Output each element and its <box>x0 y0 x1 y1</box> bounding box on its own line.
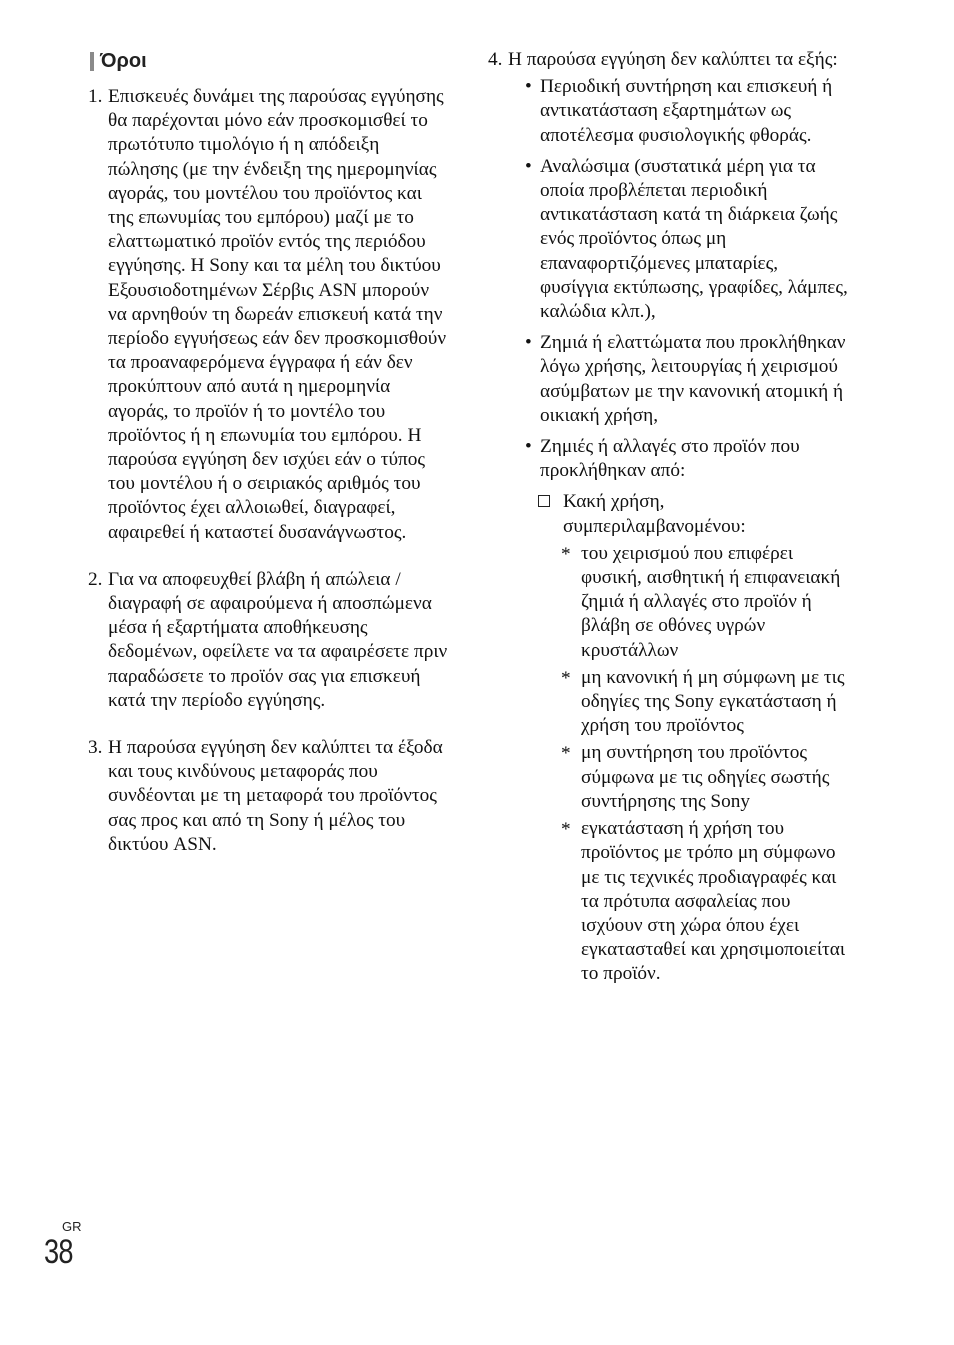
item-intro: Η παρούσα εγγύηση δεν καλύπτει τα εξής: <box>508 49 838 70</box>
section-heading <box>88 50 450 73</box>
heading-marker <box>90 52 94 71</box>
item-number: 1. <box>88 86 103 107</box>
item-text: Επισκευές δυνάμει της παρούσας εγγύησης θα παρέχονται μόνο εάν προσκομισθεί το πρωτότυπο τιμολόγιο ή η απόδειξη πώλησης (με την ένδειξη της ημερομηνίας αγοράς, του μοντέλου του προϊόντος και της επωνυμίας του εμπόρου) μαζί με το ελαττωματικό προϊόν εντός της περιόδου εγγύησης. Η Sony και τα μέλη του δικτύου Εξουσιοδοτημένων Σέρβις ASN μπορούν να αρνηθούν τη δωρεάν επισκευή κατά την περίοδο εγγυήσεως εάν δεν προσκομισθούν τα προαναφερόμενα έγγραφα ή εάν δεν προκύπτουν από αυτά η ημερομηνία αγοράς, το προϊόν ή το μοντέλο του προϊόντος ή η επωνυμία του εμπόρου. Η παρούσα εγγύηση δεν ισχύει εάν ο τύπος του μοντέλου ή ο σειριακός αριθμός του προϊόντος έχει αλλοιωθεί, διαγραφεί, αφαιρεθεί ή καταστεί δυσανάγνωστος. <box>108 86 447 543</box>
misuse-sub-item-2 <box>488 666 850 739</box>
section-title: Όροι <box>100 50 147 72</box>
exclusion-bullet-1 <box>488 75 850 148</box>
terms-item-2 <box>88 568 450 713</box>
language-code: GR <box>62 1219 82 1234</box>
asterisk-marker: * <box>561 819 571 841</box>
misuse-sub-item-4 <box>488 817 850 986</box>
terms-item-3 <box>88 736 450 857</box>
item-number: 4. <box>488 49 503 70</box>
item-text: Η παρούσα εγγύηση δεν καλύπτει τα έξοδα και τους κινδύνους μεταφοράς που συνδέονται με τη μεταφορά του προϊόντος σας προς και από τη Sony ή μέλος του δικτύου ASN. <box>108 737 443 855</box>
misuse-checkbox-item <box>488 490 850 538</box>
right-column <box>488 48 850 987</box>
bullet-dot: • <box>525 76 532 98</box>
exclusion-bullet-2 <box>488 155 850 324</box>
sub-item-text: του χειρισμού που επιφέρει φυσική, αισθητική ή επιφανειακή ζημιά ή αλλαγές στο προϊόν ή βλάβη σε οθόνες υγρών κρυστάλλων <box>581 542 841 661</box>
item-number: 3. <box>88 737 103 759</box>
asterisk-marker: * <box>561 543 571 565</box>
asterisk-marker: * <box>561 743 571 765</box>
bullet-text: Ζημιά ή ελαττώματα που προκλήθηκαν λόγω χρήσης, λειτουργίας ή χειρισμού ασύμβατων με την κανονική ατομική ή οικιακή χρήση, <box>540 332 846 426</box>
misuse-sub-item-1 <box>488 542 850 663</box>
item-number: 2. <box>88 568 103 590</box>
exclusion-bullet-4 <box>488 435 850 483</box>
page-number: 38 <box>44 1233 73 1271</box>
left-column <box>88 48 450 857</box>
terms-item-4 <box>488 48 850 72</box>
bullet-text: Περιοδική συντήρηση και επισκευή ή αντικατάσταση εξαρτημάτων ως αποτέλεσμα φυσιολογικής φθοράς. <box>540 76 833 146</box>
checkbox-square-icon <box>538 495 550 507</box>
asterisk-marker: * <box>561 667 571 689</box>
terms-item-1 <box>88 85 450 545</box>
exclusion-bullet-3 <box>488 331 850 428</box>
bullet-dot: • <box>525 332 532 354</box>
bullet-dot: • <box>525 155 532 177</box>
item-text: Για να αποφευχθεί βλάβη ή απώλεια / διαγραφή σε αφαιρούμενα ή αποσπώμενα μέσα ή εξαρτήματα αποθήκευσης δεδομένων, οφείλετε να τα αφαιρέσετε πριν παραδώσετε το προϊόν σας για επισκευή κατά την περίοδο εγγύησης. <box>108 568 448 711</box>
sub-item-text: μη συντήρηση του προϊόντος σύμφωνα με τις οδηγίες σωστής συντήρησης της Sony <box>581 742 830 812</box>
bullet-text: Ζημιές ή αλλαγές στο προϊόν που προκλήθηκαν από: <box>540 436 800 482</box>
bullet-dot: • <box>525 436 532 458</box>
sub-item-text: εγκατάσταση ή χρήση του προϊόντος με τρόπο μη σύμφωνο με τις τεχνικές προδιαγραφές και τα πρότυπα ασφαλείας που ισχύουν στη χώρα όπου έχει εγκατασταθεί και χρησιμοποιείται το προϊόν. <box>581 818 846 985</box>
bullet-text: Αναλώσιμα (συστατικά μέρη για τα οποία προβλέπεται περιοδική αντικατάσταση κατά τη διάρκεια ζωής ενός προϊόντος όπως μη επαναφορτιζόμενες μπαταρίες, φυσίγγια εκτύπωσης, γραφίδες, λάμπες, καλώδια κλπ.), <box>540 155 848 323</box>
sub-item-text: μη κανονική ή μη σύμφωνη με τις οδηγίες της Sony εγκατάσταση ή χρήση του προϊόντος <box>581 666 845 737</box>
checkbox-item-text: Κακή χρήση, συμπεριλαμβανομένου: <box>563 491 746 537</box>
misuse-sub-item-3 <box>488 741 850 814</box>
